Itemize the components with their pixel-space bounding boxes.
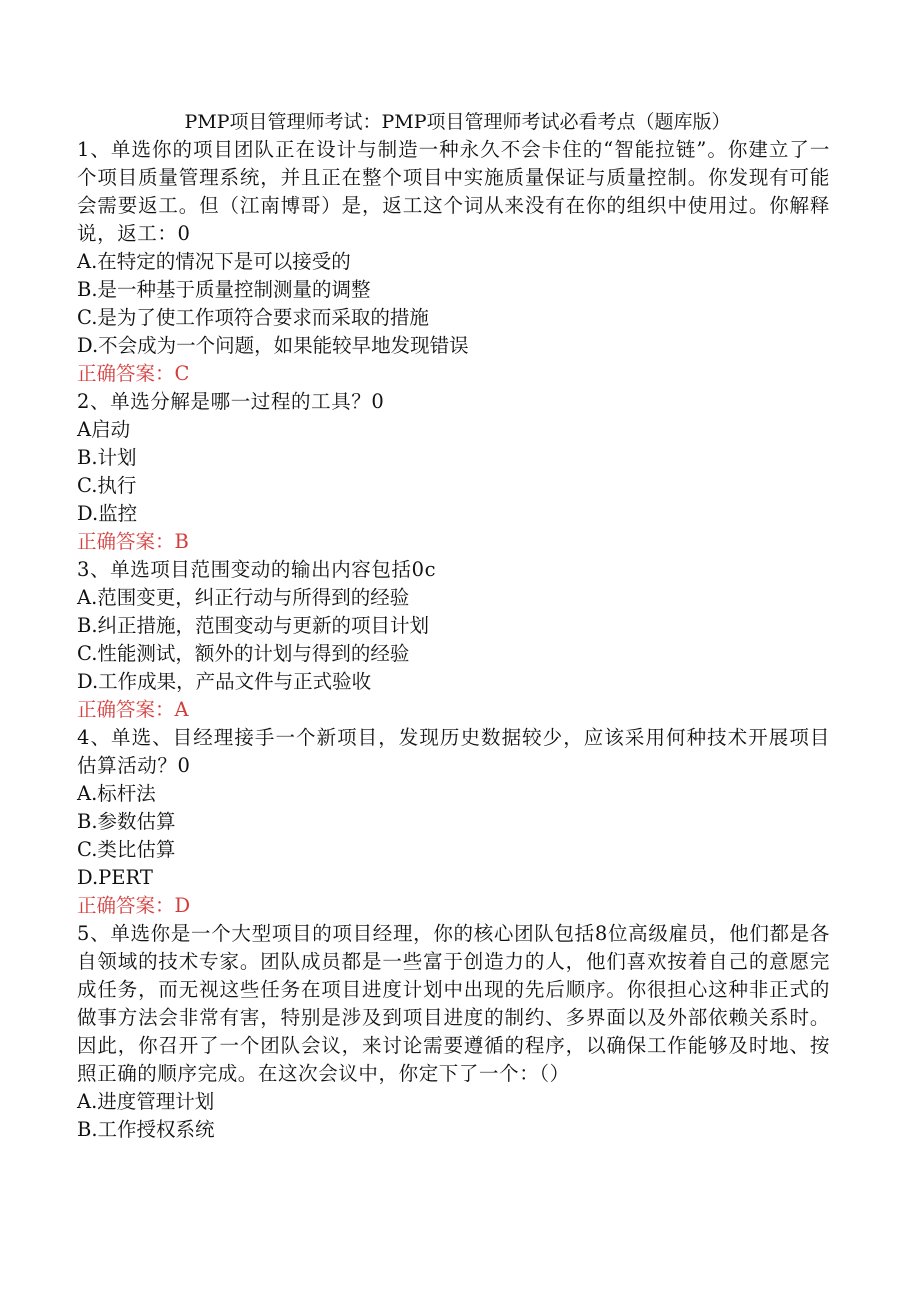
question-stem: 2、单选分解是哪一过程的工具？0 — [77, 390, 385, 413]
option-c: C.是为了使工作项符合要求而采取的措施 — [77, 306, 429, 329]
question-stem: 3、单选项目范围变动的输出内容包括0c — [77, 558, 437, 581]
correct-answer: 正确答案：B — [77, 530, 189, 553]
option-a: A启动 — [77, 418, 131, 441]
option-b: B.工作授权系统 — [77, 1118, 215, 1141]
document-title: PMP项目管理师考试：PMP项目管理师考试必看考点（题库版） — [184, 111, 731, 133]
question-stem: 1、单选你的项目团队正在设计与制造一种永久不会卡住的“智能拉链”。你建立了一个项目质量管理系统，并且正在整个项目中实施质量保证与质量控制。你发现有可能会需要返工。但（江南博哥）是，返工这个词从来没有在你的组织中使用过。你解释说，返工：0 — [77, 138, 830, 245]
question-1 — [77, 136, 830, 388]
option-b: B.纠正措施，范围变动与更新的项目计划 — [77, 614, 430, 637]
question-2 — [77, 388, 830, 556]
option-c: C.执行 — [77, 474, 137, 497]
option-d: D.PERT — [77, 866, 153, 889]
question-4 — [77, 724, 830, 920]
question-stem: 5、单选你是一个大型项目的项目经理，你的核心团队包括8位高级雇员，他们都是各自领域的技术专家。团队成员都是一些富于创造力的人，他们喜欢按着自己的意愿完成任务，而无视这些任务在项目进度计划中出现的先后顺序。你很担心这种非正式的做事方法会非常有害，特别是涉及到项目进度的制约、多界面以及外部依赖关系时。因此，你召开了一个团队会议，来讨论需要遵循的程序，以确保工作能够及时地、按照正确的顺序完成。在这次会议中，你定下了一个：（） — [77, 922, 830, 1085]
correct-answer: 正确答案：A — [77, 698, 189, 721]
option-c: C.类比估算 — [77, 838, 176, 861]
question-stem: 4、单选、目经理接手一个新项目，发现历史数据较少，应该采用何种技术开展项目估算活动？0 — [77, 726, 830, 777]
correct-answer: 正确答案：C — [77, 362, 190, 385]
option-a: A.范围变更，纠正行动与所得到的经验 — [77, 586, 410, 609]
option-a: A.进度管理计划 — [77, 1090, 215, 1113]
option-b: B.参数估算 — [77, 810, 176, 833]
option-a: A.在特定的情况下是可以接受的 — [77, 250, 351, 273]
option-d: D.工作成果，产品文件与正式验收 — [77, 670, 372, 693]
question-5 — [77, 920, 830, 1144]
option-b: B.是一种基于质量控制测量的调整 — [77, 278, 371, 301]
question-3 — [77, 556, 830, 724]
option-b: B.计划 — [77, 446, 137, 469]
option-d: D.不会成为一个问题，如果能较早地发现错误 — [77, 334, 469, 357]
correct-answer: 正确答案：D — [77, 894, 191, 917]
option-c: C.性能测试，额外的计划与得到的经验 — [77, 642, 410, 665]
option-d: D.监控 — [77, 502, 138, 525]
option-a: A.标杆法 — [77, 782, 156, 805]
